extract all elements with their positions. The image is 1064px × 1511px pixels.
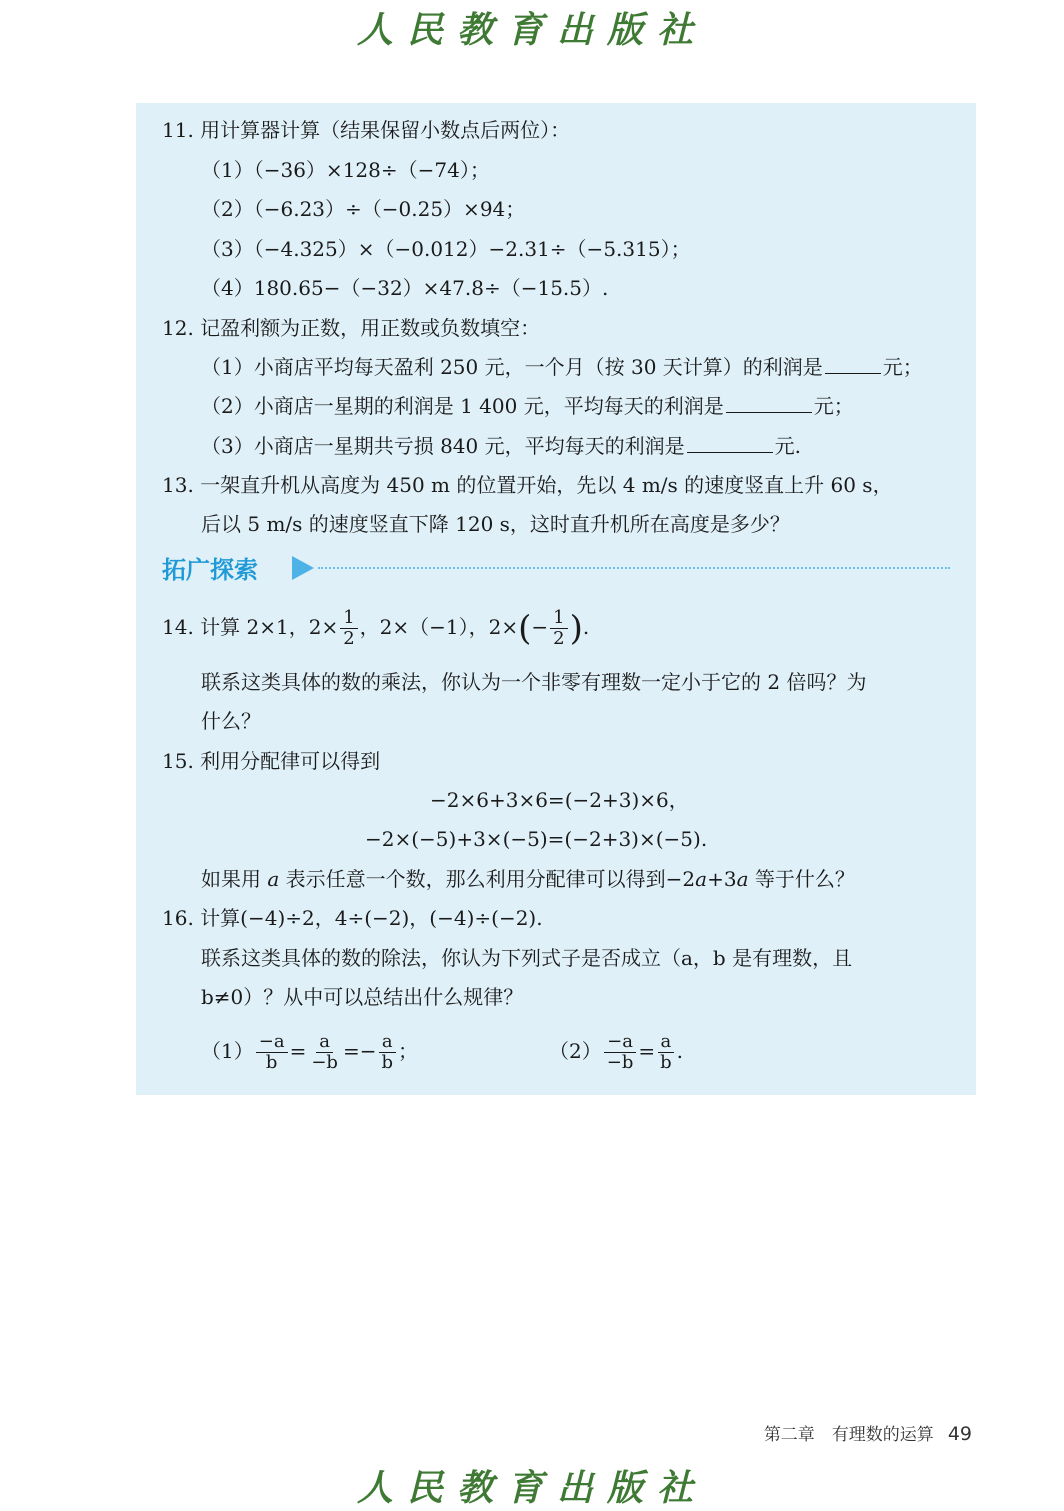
q16-line3: b≠0）？从中可以总结出什么规律？ bbox=[201, 985, 524, 1009]
variable-a: a bbox=[695, 867, 708, 891]
q14-middle: ，2×（−1），2× bbox=[359, 615, 519, 639]
fraction bbox=[308, 1032, 341, 1073]
answer-blank[interactable] bbox=[726, 394, 812, 413]
answer-blank[interactable] bbox=[825, 355, 881, 374]
left-paren: ( bbox=[518, 608, 532, 649]
fraction-numerator: a bbox=[379, 1032, 396, 1053]
fraction-denominator: 2 bbox=[343, 628, 355, 649]
fraction-denominator: −b bbox=[606, 1052, 634, 1073]
q12-part3 bbox=[201, 434, 801, 458]
q15-question-part: 等于什么？ bbox=[754, 867, 855, 891]
q14-stem bbox=[162, 604, 589, 652]
publisher-watermark-bottom: 人民教育出版社 bbox=[356, 1467, 707, 1509]
semicolon: ； bbox=[397, 1039, 418, 1063]
page-footer bbox=[764, 1420, 972, 1445]
q11-stem: 11. 用计算器计算（结果保留小数点后两位）： bbox=[162, 118, 571, 142]
q14-prefix: 14. 计算 2×1，2× bbox=[162, 615, 339, 639]
fraction-numerator: 1 bbox=[550, 608, 567, 629]
variable-a: a bbox=[267, 867, 280, 891]
q14-end: . bbox=[582, 615, 590, 639]
fraction bbox=[378, 1032, 396, 1073]
q15-equation2: −2×(−5)+3×(−5)=(−2+3)×(−5). bbox=[365, 827, 708, 851]
q16-formula1 bbox=[201, 1028, 418, 1074]
equals-sign: = bbox=[289, 1039, 307, 1063]
answer-blank[interactable] bbox=[687, 434, 773, 453]
q15-question-part: 表示任意一个数，那么利用分配律可以得到−2 bbox=[285, 867, 696, 891]
q12-part1-text: （1）小商店平均每天盈利 250 元，一个月（按 30 天计算）的利润是 bbox=[201, 355, 823, 379]
q11-part2: （2）（−6.23）÷（−0.25）×94； bbox=[201, 197, 526, 221]
q15-question-part: 如果用 bbox=[201, 867, 261, 891]
chapter-title: 第二章 有理数的运算 bbox=[763, 1425, 934, 1445]
q12-part2 bbox=[201, 394, 854, 418]
q12-part1 bbox=[201, 355, 923, 379]
fraction bbox=[657, 1032, 675, 1073]
q11-part1: （1）（−36）×128÷（−74）； bbox=[201, 158, 490, 182]
q12-stem: 12. 记盈利额为正数，用正数或负数填空： bbox=[162, 316, 541, 340]
q15-equation1: −2×6+3×6=(−2+3)×6， bbox=[430, 788, 689, 812]
fraction-numerator: −a bbox=[256, 1032, 288, 1053]
q11-part3: （3）（−4.325）×（−0.012）−2.31÷（−5.315）； bbox=[201, 237, 691, 261]
minus-sign: − bbox=[531, 615, 549, 639]
q16-line2: 联系这类具体的数的除法，你认为下列式子是否成立（a，b 是有理数，且 bbox=[201, 946, 853, 970]
fraction-numerator: a bbox=[658, 1032, 675, 1053]
equals-sign: = bbox=[638, 1039, 656, 1063]
q12-part3-unit: 元. bbox=[774, 434, 801, 458]
formula-label: （2） bbox=[549, 1039, 602, 1063]
fraction-one-half bbox=[340, 608, 357, 649]
q13-line1: 13. 一架直升机从高度为 450 m 的位置开始，先以 4 m/s 的速度竖直上升 60 s， bbox=[162, 473, 893, 497]
fraction-denominator: b bbox=[265, 1052, 278, 1073]
q11-part4: （4）180.65−（−32）×47.8÷（−15.5）. bbox=[201, 276, 609, 300]
fraction-denominator: b bbox=[660, 1052, 672, 1073]
period: . bbox=[676, 1039, 683, 1063]
fraction-denominator: b bbox=[381, 1052, 393, 1073]
right-paren: ) bbox=[569, 608, 583, 649]
q15-stem: 15. 利用分配律可以得到 bbox=[162, 749, 381, 773]
q14-line2: 联系这类具体的数的乘法，你认为一个非零有理数一定小于它的 2 倍吗？为 bbox=[201, 670, 867, 694]
fraction-denominator: 2 bbox=[553, 628, 565, 649]
q15-question bbox=[201, 867, 855, 891]
triangle-arrow-icon bbox=[292, 556, 314, 580]
q12-part3-text: （3）小商店一星期共亏损 840 元，平均每天的利润是 bbox=[201, 434, 685, 458]
fraction bbox=[256, 1032, 288, 1073]
q16-formula2 bbox=[549, 1028, 683, 1074]
variable-a: a bbox=[736, 867, 749, 891]
q12-part2-unit: 元； bbox=[813, 394, 854, 418]
fraction-numerator: −a bbox=[604, 1032, 636, 1053]
equals-negative: =− bbox=[342, 1039, 377, 1063]
section-title: 拓广探索 bbox=[162, 556, 258, 584]
fraction-numerator: a bbox=[316, 1032, 333, 1053]
q12-part2-text: （2）小商店一星期的利润是 1 400 元，平均每天的利润是 bbox=[201, 394, 724, 418]
fraction-numerator: 1 bbox=[340, 608, 357, 629]
publisher-watermark-top: 人民教育出版社 bbox=[356, 9, 707, 51]
q15-question-part: +3 bbox=[707, 867, 737, 891]
fraction-one-half bbox=[550, 608, 567, 649]
formula-label: （1） bbox=[201, 1039, 254, 1063]
fraction bbox=[604, 1032, 637, 1073]
q16-stem: 16. 计算(−4)÷2，4÷(−2)，(−4)÷(−2). bbox=[162, 906, 543, 930]
q12-part1-unit: 元； bbox=[882, 355, 923, 379]
section-divider bbox=[318, 567, 950, 569]
page-number: 49 bbox=[947, 1423, 972, 1445]
q14-line3: 什么？ bbox=[201, 709, 261, 733]
fraction-denominator: −b bbox=[311, 1052, 338, 1073]
q13-line2: 后以 5 m/s 的速度竖直下降 120 s，这时直升机所在高度是多少？ bbox=[201, 512, 790, 536]
